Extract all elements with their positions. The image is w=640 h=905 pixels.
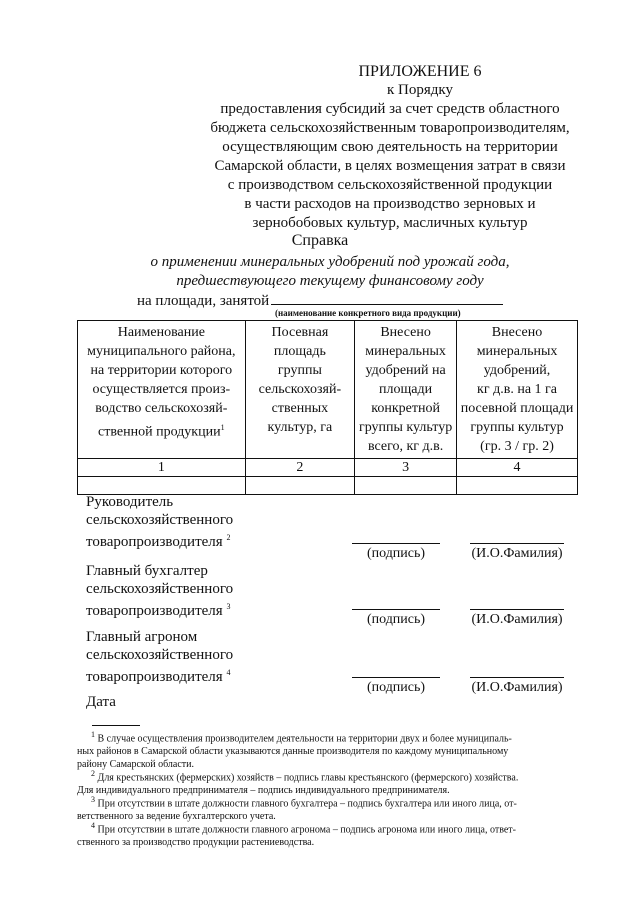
header-text: конкретной [371, 401, 440, 416]
role-text: сельскохозяйственного [86, 581, 234, 597]
header-text: группы [277, 363, 322, 378]
header-line: предоставления субсидий за счет средств областного [220, 101, 560, 117]
role-text: товаропроизводителя [86, 534, 223, 550]
header-text: Внесено [380, 325, 431, 340]
footnote-text: Для крестьянских (фермерских) хозяйств – подпись главы крестьянского (фермерского) хозяйства. [95, 772, 519, 784]
role-text: Руководитель [86, 494, 174, 510]
header-cell [78, 321, 246, 459]
signature-label: (подпись) [366, 612, 426, 627]
header-text: площадь [273, 344, 326, 359]
header-text: кг д.в. на 1 га [477, 382, 557, 397]
table-header-row [78, 321, 578, 459]
footnote-text: При отсутствии в штате должности главного агронома – подпись агронома или иного лица, ответ- [95, 824, 517, 836]
name-line[interactable] [470, 543, 564, 544]
header-text: сельскохозяй- [258, 382, 342, 397]
header-text: группы культур [358, 420, 453, 435]
footnote-number: 1 [91, 730, 95, 739]
role-text: Главный бухгалтер [86, 563, 208, 579]
area-input-line[interactable] [271, 290, 503, 305]
area-label: на площади, занятой [137, 293, 270, 309]
header-cell [355, 321, 457, 459]
data-table [77, 320, 578, 495]
header-text: Внесено [491, 325, 543, 340]
signature-line[interactable] [352, 609, 440, 610]
name-line[interactable] [470, 609, 564, 610]
signatory-director [86, 493, 233, 551]
header-text: удобрений, [483, 363, 551, 378]
header-line: бюджета сельскохозяйственным товаропроизводителям, [210, 120, 570, 136]
header-cell [245, 321, 354, 459]
header-line: с производством сельскохозяйственной продукции [227, 177, 553, 193]
footnote-ref: 1 [220, 423, 225, 432]
header-text: ственных [271, 401, 329, 416]
footnote-text: ных районов в Самарской области указываются данные производителя по каждому муниципальному [77, 746, 509, 758]
table-row [78, 477, 578, 495]
form-subtitle [100, 253, 560, 291]
footnote-ref: 3 [226, 602, 231, 611]
header-text: Наименование [117, 325, 205, 340]
document-header [170, 62, 610, 233]
role-text: Главный агроном [86, 629, 198, 645]
header-text: минеральных [365, 344, 446, 359]
table-cell[interactable] [457, 477, 578, 495]
column-number: 4 [457, 459, 578, 477]
footnote-text: При отсутствии в штате должности главного бухгалтера – подпись бухгалтера или иного лица, от- [95, 798, 517, 810]
footnote-text: Для индивидуального предпринимателя – подпись индивидуального предпринимателя. [77, 785, 450, 797]
footnote-text: В случае осуществления производителем деятельности на территории двух и более муниципаль- [95, 733, 512, 745]
appendix-title: ПРИЛОЖЕНИЕ 6 [358, 63, 482, 80]
role-text: товаропроизводителя [86, 603, 223, 619]
signatory-accountant [86, 562, 233, 620]
header-text: культур, га [267, 420, 333, 435]
signature-line[interactable] [352, 677, 440, 678]
header-text: на территории которого [90, 363, 233, 378]
footnote-number: 2 [91, 769, 95, 778]
form-title: Справка [291, 232, 349, 249]
table-cell[interactable] [355, 477, 457, 495]
header-line: в части расходов на производство зерновых и [244, 196, 536, 212]
header-text: удобрений на [365, 363, 446, 378]
header-text: Посевная [271, 325, 329, 340]
header-text: группы культур [470, 420, 564, 435]
signatory-agronomist [86, 628, 233, 686]
name-label: (И.О.Фамилия) [471, 680, 563, 695]
table-cell[interactable] [78, 477, 246, 495]
header-text: посевной площади [460, 401, 574, 416]
column-number: 1 [78, 459, 246, 477]
header-text: площади [379, 382, 433, 397]
name-label: (И.О.Фамилия) [471, 612, 563, 627]
footnote-text: ственного за производство продукции растениеводства. [77, 837, 315, 849]
subtitle-line: предшествующего текущему финансовому году [176, 273, 484, 289]
header-text: всего, кг д.в. [367, 439, 444, 454]
column-number: 2 [245, 459, 354, 477]
footnote [77, 728, 567, 771]
footnote [77, 819, 567, 849]
signature-label: (подпись) [366, 546, 426, 561]
footnote-ref: 4 [226, 668, 231, 677]
header-text: (гр. 3 / гр. 2) [480, 439, 554, 454]
date-label: Дата [86, 694, 116, 710]
subtitle-line: о применении минеральных удобрений под урожай года, [150, 254, 510, 270]
header-cell [457, 321, 578, 459]
footnote-text: району Самарской области. [77, 759, 195, 771]
header-text: минеральных [476, 344, 558, 359]
footnote-number: 4 [91, 821, 95, 830]
name-label: (И.О.Фамилия) [471, 546, 563, 561]
header-text: осуществляется произ- [92, 382, 231, 397]
name-line[interactable] [470, 677, 564, 678]
header-text: муниципального района, [87, 344, 236, 359]
role-text: товаропроизводителя [86, 669, 223, 685]
role-text: сельскохозяйственного [86, 647, 234, 663]
header-text: ственной продукции [98, 424, 221, 440]
area-line [137, 290, 503, 310]
column-number: 3 [355, 459, 457, 477]
signature-line[interactable] [352, 543, 440, 544]
table-cell[interactable] [245, 477, 354, 495]
header-line: осуществляющим свою деятельность на территории [222, 139, 558, 155]
column-number-row [78, 459, 578, 477]
area-hint: (наименование конкретного вида продукции) [275, 308, 461, 318]
footnote-number: 3 [91, 795, 95, 804]
footnote-ref: 2 [226, 533, 231, 542]
footnote-text: ветственного за ведение бухгалтерского учета. [77, 811, 276, 823]
footnote-separator [92, 725, 140, 726]
signature-label: (подпись) [366, 680, 426, 695]
header-line: Самарской области, в целях возмещения затрат в связи [214, 158, 566, 174]
role-text: сельскохозяйственного [86, 512, 234, 528]
header-line: к Порядку [387, 82, 453, 98]
header-text: водство сельскохозяй- [95, 401, 228, 416]
header-line: зернобобовых культур, масличных культур [252, 215, 528, 231]
